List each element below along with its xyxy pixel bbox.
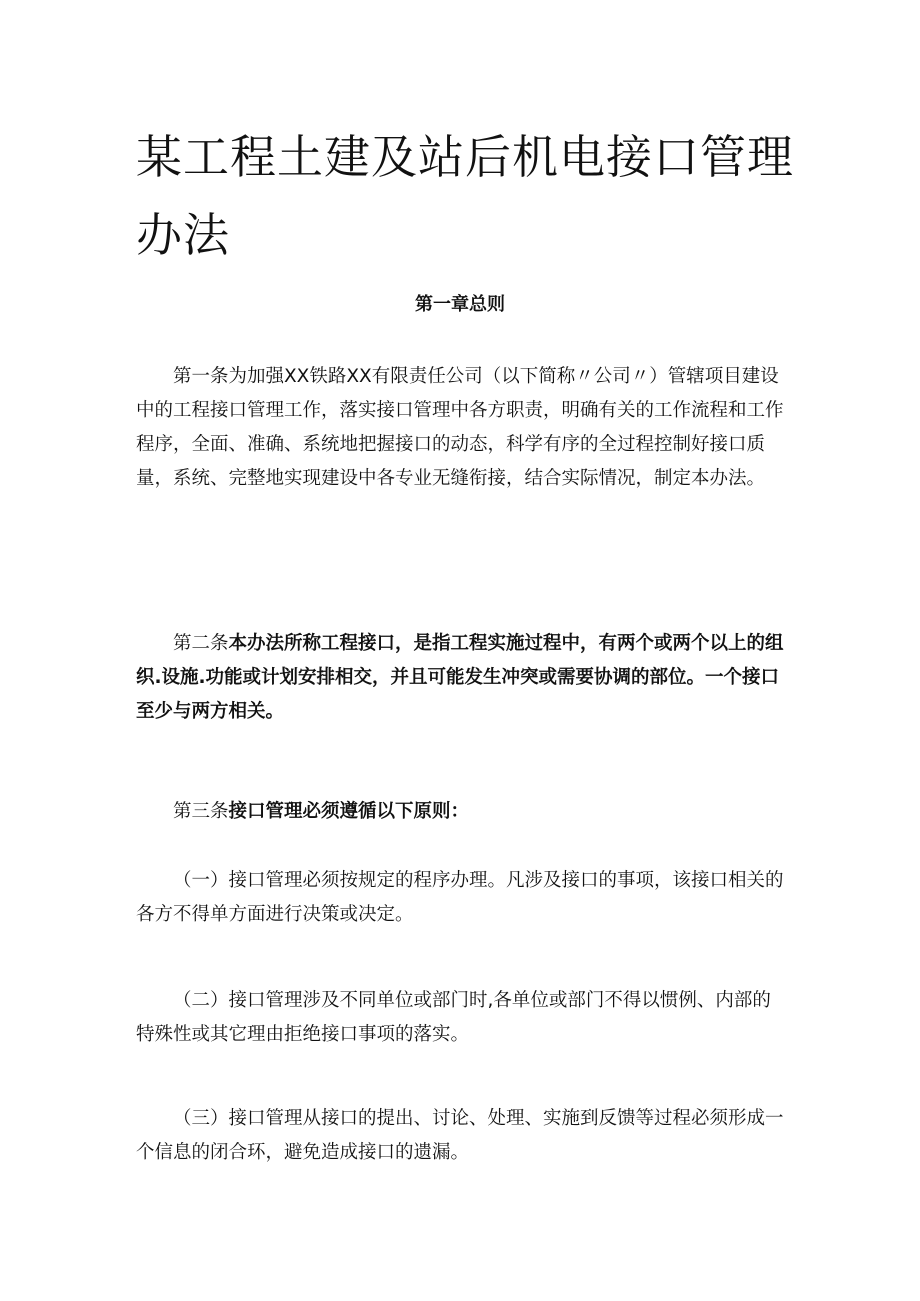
article-3-text: 接口管理必须遵循以下原则：	[228, 801, 470, 822]
document-title: 某工程土建及站后机电接口管理办法	[136, 130, 794, 262]
article-2-text: 本办法所称工程接口，是指工程实施过程中，有两个或两个以上的组织.设施.功能或计划安排相交，并且可能发生冲突或需要协调的部位。一个接口至少与两方相关。	[136, 633, 784, 722]
article-1-text: 第一条为加强XX铁路XX有限责任公司（以下简称〃公司〃）管辖项目建设中的工程接口管理工作，落实接口管理中各方职责，明确有关的工作流程和工作程序，全面、准确、系统地把握接口的动态，科学有序的全过程控制好接口质量，系统、完整地实现建设中各专业无缝衔接，结合实际情况，制定本办法。	[136, 366, 784, 489]
principle-1	[136, 864, 786, 932]
article-2	[136, 627, 786, 729]
principle-3-text: （三）接口管理从接口的提出、讨论、处理、实施到反馈等过程必须形成一个信息的闭合环，避免造成接口的遗漏。	[136, 1108, 784, 1163]
article-2-label: 第二条	[173, 633, 229, 654]
article-3	[136, 795, 786, 829]
chapter-heading: 第一章总则	[415, 294, 505, 315]
article-1	[136, 360, 786, 496]
principle-2-text: （二）接口管理涉及不同单位或部门时,各单位或部门不得以惯例、内部的特殊性或其它理由拒绝接口事项的落实。	[136, 990, 771, 1045]
article-3-label: 第三条	[173, 801, 229, 822]
principle-3	[136, 1102, 786, 1170]
principle-1-text: （一）接口管理必须按规定的程序办理。凡涉及接口的事项，该接口相关的各方不得单方面进行决策或决定。	[136, 870, 784, 925]
principle-2	[136, 984, 786, 1052]
